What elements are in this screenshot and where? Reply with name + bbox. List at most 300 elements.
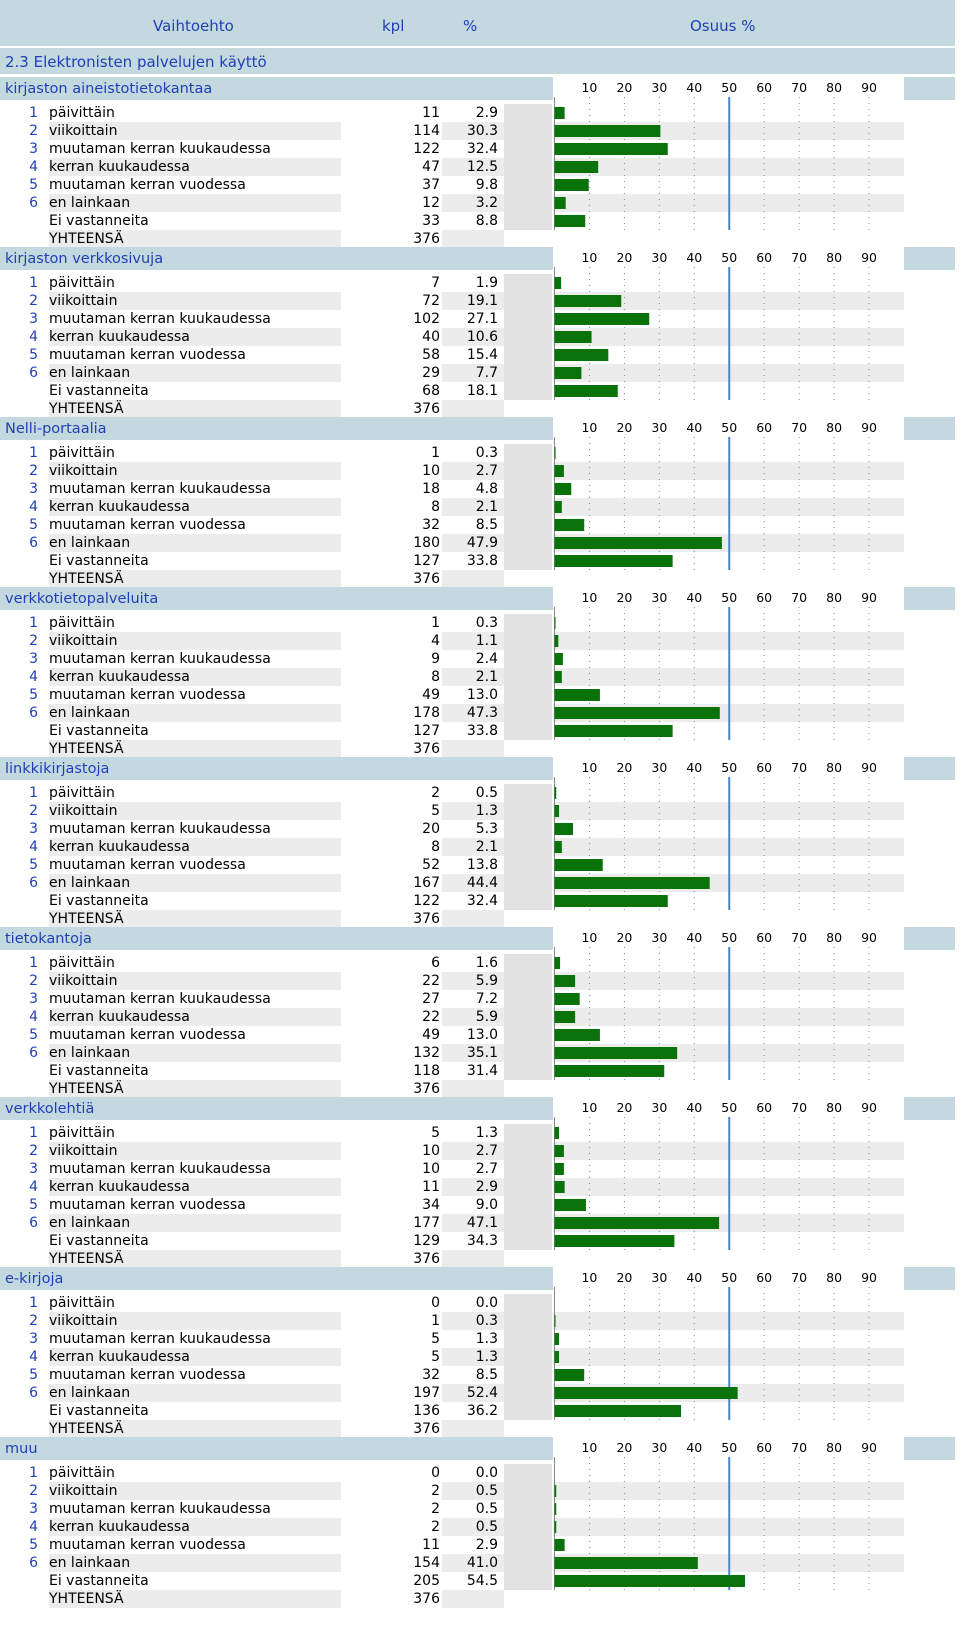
group-title: linkkikirjastoja [5, 761, 110, 777]
option-number: 3 [29, 991, 38, 1007]
table-row [0, 328, 555, 346]
option-number: 6 [29, 535, 38, 551]
table-row [0, 1366, 555, 1384]
table-row [0, 1232, 555, 1250]
option-label: kerran kuukaudessa [49, 1179, 190, 1195]
tick-label: 90 [861, 1270, 878, 1285]
table-row [0, 1330, 555, 1348]
table-row [0, 462, 555, 480]
option-number: 4 [29, 839, 38, 855]
bar [555, 635, 559, 647]
table-row [0, 194, 555, 212]
tick-label: 60 [756, 80, 773, 95]
tick-label: 90 [861, 420, 878, 435]
percent-value: 1.3 [475, 1125, 498, 1141]
count-value: 10 [422, 1143, 440, 1159]
cell-bg [504, 230, 552, 248]
bar [555, 537, 722, 549]
table-row [0, 784, 555, 802]
cell-bg [504, 704, 552, 722]
tick-label: 80 [826, 590, 843, 605]
option-number: 2 [29, 123, 38, 139]
bar [555, 1539, 565, 1551]
count-value: 11 [422, 1537, 440, 1553]
tick-label: 20 [616, 1100, 633, 1115]
tick-label: 30 [651, 250, 668, 265]
cell-bg [504, 722, 552, 740]
table-row [0, 346, 555, 364]
tick-label: 20 [616, 80, 633, 95]
option-number: 3 [29, 311, 38, 327]
option-number: 2 [29, 803, 38, 819]
table-row [0, 1196, 555, 1214]
percent-value: 0.5 [475, 785, 498, 801]
tick-label: 90 [861, 1100, 878, 1115]
tick-label: 40 [686, 250, 703, 265]
option-label: viikoittain [49, 803, 118, 819]
table-row [0, 1402, 555, 1420]
table-row [0, 1142, 555, 1160]
option-number: 3 [29, 481, 38, 497]
percent-value: 2.1 [475, 839, 498, 855]
option-label: päivittäin [49, 445, 115, 461]
cell-bg [504, 516, 552, 534]
tick-label: 50 [721, 1440, 738, 1455]
option-label: kerran kuukaudessa [49, 1519, 190, 1535]
tick-label: 80 [826, 1440, 843, 1455]
option-label: viikoittain [49, 293, 118, 309]
total-row [0, 910, 555, 928]
table-row [0, 1160, 555, 1178]
option-number: 5 [29, 347, 38, 363]
option-label: en lainkaan [49, 1385, 131, 1401]
total-label: YHTEENSÄ [49, 231, 124, 247]
option-label: muutaman kerran kuukaudessa [49, 311, 271, 327]
tick-label: 80 [826, 420, 843, 435]
option-label: muutaman kerran vuodessa [49, 1197, 246, 1213]
count-value: 129 [413, 1233, 440, 1249]
bar [555, 975, 576, 987]
tick-label: 70 [791, 760, 808, 775]
count-value: 102 [413, 311, 440, 327]
bar [555, 1047, 678, 1059]
percent-value: 1.9 [475, 275, 498, 291]
bar [555, 1217, 720, 1229]
tick-label: 40 [686, 1440, 703, 1455]
count-value: 2 [431, 785, 440, 801]
cell-bg [504, 194, 552, 212]
table-row [0, 1214, 555, 1232]
bar [555, 1065, 665, 1077]
cell-bg [504, 1250, 552, 1268]
count-value: 7 [431, 275, 440, 291]
cell-bg [504, 1026, 552, 1044]
cell-bg [504, 274, 552, 292]
percent-value: 33.8 [466, 553, 498, 569]
cell-bg [504, 480, 552, 498]
option-number: 1 [29, 1465, 38, 1481]
total-row [0, 230, 555, 248]
tick-label: 70 [791, 250, 808, 265]
cell-bg [504, 1348, 552, 1366]
option-number: 2 [29, 1143, 38, 1159]
table-row [0, 140, 555, 158]
table-row [0, 1062, 555, 1080]
option-label: muutaman kerran kuukaudessa [49, 141, 271, 157]
tick-label: 50 [721, 1100, 738, 1115]
count-value: 49 [422, 687, 440, 703]
tick-label: 80 [826, 930, 843, 945]
count-value: 180 [413, 535, 440, 551]
percent-value: 8.8 [475, 213, 498, 229]
option-number: 6 [29, 875, 38, 891]
cell-bg [504, 1536, 552, 1554]
percent-value: 9.8 [475, 177, 498, 193]
percent-value: 31.4 [466, 1063, 498, 1079]
option-label: viikoittain [49, 633, 118, 649]
tick-label: 50 [721, 80, 738, 95]
cell-bg [504, 954, 552, 972]
option-number: 6 [29, 365, 38, 381]
cell-bg [442, 1420, 504, 1438]
table-row [0, 838, 555, 856]
option-number: 3 [29, 1501, 38, 1517]
cell-bg [504, 1518, 552, 1536]
percent-value: 5.9 [475, 1009, 498, 1025]
group-title: e-kirjoja [5, 1271, 64, 1287]
cell-bg [504, 874, 552, 892]
bar [555, 859, 603, 871]
count-value: 205 [413, 1573, 440, 1589]
tick-label: 70 [791, 80, 808, 95]
cell-bg [504, 328, 552, 346]
tick-label: 40 [686, 590, 703, 605]
tick-label: 40 [686, 420, 703, 435]
percent-value: 0.0 [475, 1465, 498, 1481]
option-label: muutaman kerran vuodessa [49, 1537, 246, 1553]
count-value: 177 [413, 1215, 440, 1231]
bar [555, 501, 562, 513]
cell-bg [504, 570, 552, 588]
bar-chart-6 [553, 1097, 905, 1250]
count-value: 49 [422, 1027, 440, 1043]
count-value: 1 [431, 1313, 440, 1329]
option-label: muutaman kerran vuodessa [49, 177, 246, 193]
option-number: 1 [29, 955, 38, 971]
option-label: muutaman kerran vuodessa [49, 687, 246, 703]
count-value: 1 [431, 445, 440, 461]
tick-label: 50 [721, 930, 738, 945]
option-number: 4 [29, 1519, 38, 1535]
percent-value: 2.7 [475, 1161, 498, 1177]
cell-bg [504, 990, 552, 1008]
tick-label: 80 [826, 80, 843, 95]
option-label: viikoittain [49, 1143, 118, 1159]
bar [555, 877, 710, 889]
cell-bg [504, 534, 552, 552]
table-row [0, 802, 555, 820]
bar [555, 1127, 560, 1139]
table-row [0, 990, 555, 1008]
cell-bg [504, 1062, 552, 1080]
cell-bg [504, 1178, 552, 1196]
option-label: viikoittain [49, 1483, 118, 1499]
bar [555, 993, 580, 1005]
bar [555, 125, 661, 137]
bar [555, 1369, 585, 1381]
tick-label: 10 [581, 1440, 598, 1455]
header-option: Vaihtoehto [153, 17, 234, 35]
percent-value: 1.3 [475, 1349, 498, 1365]
percent-value: 8.5 [475, 1367, 498, 1383]
cell-bg [504, 650, 552, 668]
tick-label: 10 [581, 420, 598, 435]
option-number: 1 [29, 1295, 38, 1311]
bar-chart-0 [553, 77, 905, 230]
table-row [0, 722, 555, 740]
percent-value: 2.7 [475, 1143, 498, 1159]
total-count: 376 [413, 1251, 440, 1267]
count-value: 114 [413, 123, 440, 139]
total-label: YHTEENSÄ [49, 911, 124, 927]
total-row [0, 1250, 555, 1268]
cell-bg [504, 802, 552, 820]
tick-label: 70 [791, 1270, 808, 1285]
option-label: muutaman kerran kuukaudessa [49, 1331, 271, 1347]
count-value: 58 [422, 347, 440, 363]
option-number: 2 [29, 1313, 38, 1329]
option-number: 1 [29, 785, 38, 801]
percent-value: 0.3 [475, 445, 498, 461]
percent-value: 0.3 [475, 615, 498, 631]
bar [555, 1315, 556, 1327]
option-label: muutaman kerran vuodessa [49, 1367, 246, 1383]
percent-value: 2.1 [475, 499, 498, 515]
percent-value: 13.0 [466, 687, 498, 703]
tick-label: 30 [651, 420, 668, 435]
cell-bg [504, 1124, 552, 1142]
count-value: 11 [422, 105, 440, 121]
cell-bg [504, 1142, 552, 1160]
bar-chart-5 [553, 927, 905, 1080]
tick-label: 60 [756, 1440, 773, 1455]
count-value: 127 [413, 553, 440, 569]
count-value: 37 [422, 177, 440, 193]
tick-label: 10 [581, 250, 598, 265]
tick-label: 90 [861, 250, 878, 265]
count-value: 47 [422, 159, 440, 175]
cell-bg [504, 1312, 552, 1330]
option-number: 1 [29, 275, 38, 291]
tick-label: 80 [826, 1270, 843, 1285]
table-row [0, 704, 555, 722]
count-value: 32 [422, 1367, 440, 1383]
bar [555, 1235, 675, 1247]
option-label: en lainkaan [49, 365, 131, 381]
count-value: 118 [413, 1063, 440, 1079]
table-row [0, 632, 555, 650]
percent-value: 2.9 [475, 1179, 498, 1195]
cell-bg [504, 364, 552, 382]
cell-bg [442, 1590, 504, 1608]
count-value: 52 [422, 857, 440, 873]
tick-label: 40 [686, 80, 703, 95]
table-row [0, 552, 555, 570]
table-row [0, 1312, 555, 1330]
count-value: 10 [422, 463, 440, 479]
bar [555, 1333, 560, 1345]
percent-value: 1.1 [475, 633, 498, 649]
table-row [0, 534, 555, 552]
percent-value: 2.7 [475, 463, 498, 479]
tick-label: 30 [651, 1440, 668, 1455]
option-label: kerran kuukaudessa [49, 329, 190, 345]
count-value: 20 [422, 821, 440, 837]
cell-bg [504, 176, 552, 194]
tick-label: 60 [756, 420, 773, 435]
group-title: kirjaston aineistotietokantaa [5, 81, 213, 97]
option-number: 3 [29, 1331, 38, 1347]
tick-label: 20 [616, 1270, 633, 1285]
option-number: 5 [29, 1537, 38, 1553]
group-title: Nelli-portaalia [5, 421, 107, 437]
tick-label: 20 [616, 590, 633, 605]
count-value: 2 [431, 1483, 440, 1499]
option-label: muutaman kerran kuukaudessa [49, 1161, 271, 1177]
percent-value: 2.1 [475, 669, 498, 685]
bar [555, 143, 668, 155]
count-value: 132 [413, 1045, 440, 1061]
total-label: YHTEENSÄ [49, 1421, 124, 1437]
option-number: 4 [29, 159, 38, 175]
table-row [0, 104, 555, 122]
tick-label: 20 [616, 420, 633, 435]
percent-value: 10.6 [466, 329, 498, 345]
tick-label: 20 [616, 250, 633, 265]
cell-bg [504, 1384, 552, 1402]
tick-label: 40 [686, 1100, 703, 1115]
tick-label: 50 [721, 250, 738, 265]
cell-bg [504, 1080, 552, 1098]
option-number: 5 [29, 857, 38, 873]
option-number: 3 [29, 1161, 38, 1177]
tick-label: 90 [861, 760, 878, 775]
option-label: en lainkaan [49, 195, 131, 211]
option-number: 1 [29, 1125, 38, 1141]
tick-label: 10 [581, 760, 598, 775]
bar [555, 689, 600, 701]
bar-chart-3 [553, 587, 905, 740]
count-value: 40 [422, 329, 440, 345]
option-label: viikoittain [49, 123, 118, 139]
cell-bg [504, 1214, 552, 1232]
count-value: 22 [422, 1009, 440, 1025]
percent-value: 19.1 [466, 293, 498, 309]
count-value: 197 [413, 1385, 440, 1401]
count-value: 122 [413, 141, 440, 157]
percent-value: 0.5 [475, 1483, 498, 1499]
total-row [0, 400, 555, 418]
percent-value: 27.1 [466, 311, 498, 327]
option-number: 4 [29, 669, 38, 685]
tick-label: 90 [861, 80, 878, 95]
percent-value: 3.2 [475, 195, 498, 211]
cell-bg [504, 212, 552, 230]
cell-bg [504, 972, 552, 990]
option-label: en lainkaan [49, 1045, 131, 1061]
option-number: 2 [29, 463, 38, 479]
cell-bg [504, 346, 552, 364]
percent-value: 4.8 [475, 481, 498, 497]
option-label: Ei vastanneita [49, 1063, 149, 1079]
cell-bg [504, 632, 552, 650]
bar [555, 841, 562, 853]
table-row [0, 122, 555, 140]
cell-bg [504, 910, 552, 928]
table-row [0, 1008, 555, 1026]
cell-bg [504, 784, 552, 802]
table-row [0, 1554, 555, 1572]
option-label: päivittäin [49, 785, 115, 801]
bar-chart-1 [553, 247, 905, 400]
bar [555, 957, 561, 969]
cell-bg [504, 740, 552, 758]
tick-label: 50 [721, 420, 738, 435]
cell-bg [504, 122, 552, 140]
cell-bg [504, 1196, 552, 1214]
total-label: YHTEENSÄ [49, 401, 124, 417]
percent-value: 7.7 [475, 365, 498, 381]
count-value: 5 [431, 1349, 440, 1365]
option-number: 1 [29, 105, 38, 121]
tick-label: 70 [791, 590, 808, 605]
bar [555, 1503, 557, 1515]
bar [555, 1011, 576, 1023]
option-number: 4 [29, 1009, 38, 1025]
bar [555, 349, 609, 361]
cell-bg [504, 820, 552, 838]
count-value: 8 [431, 669, 440, 685]
cell-bg [442, 230, 504, 248]
header-count: kpl [382, 17, 405, 35]
group-title: kirjaston verkkosivuja [5, 251, 164, 267]
total-label: YHTEENSÄ [49, 1251, 124, 1267]
bar [555, 1405, 682, 1417]
option-label: muutaman kerran kuukaudessa [49, 821, 271, 837]
option-number: 6 [29, 1215, 38, 1231]
option-label: päivittäin [49, 615, 115, 631]
table-row [0, 1124, 555, 1142]
table-row [0, 516, 555, 534]
bar [555, 1181, 565, 1193]
cell-bg [504, 1572, 552, 1590]
table-row [0, 382, 555, 400]
option-label: en lainkaan [49, 535, 131, 551]
total-row [0, 1080, 555, 1098]
section-title: 2.3 Elektronisten palvelujen käyttö [5, 53, 267, 71]
count-value: 4 [431, 633, 440, 649]
cell-bg [504, 1366, 552, 1384]
option-label: muutaman kerran vuodessa [49, 517, 246, 533]
table-row [0, 212, 555, 230]
bar [555, 1485, 557, 1497]
cell-bg [504, 1232, 552, 1250]
percent-value: 44.4 [466, 875, 498, 891]
percent-value: 2.4 [475, 651, 498, 667]
cell-bg [504, 668, 552, 686]
bar [555, 295, 622, 307]
total-count: 376 [413, 1081, 440, 1097]
